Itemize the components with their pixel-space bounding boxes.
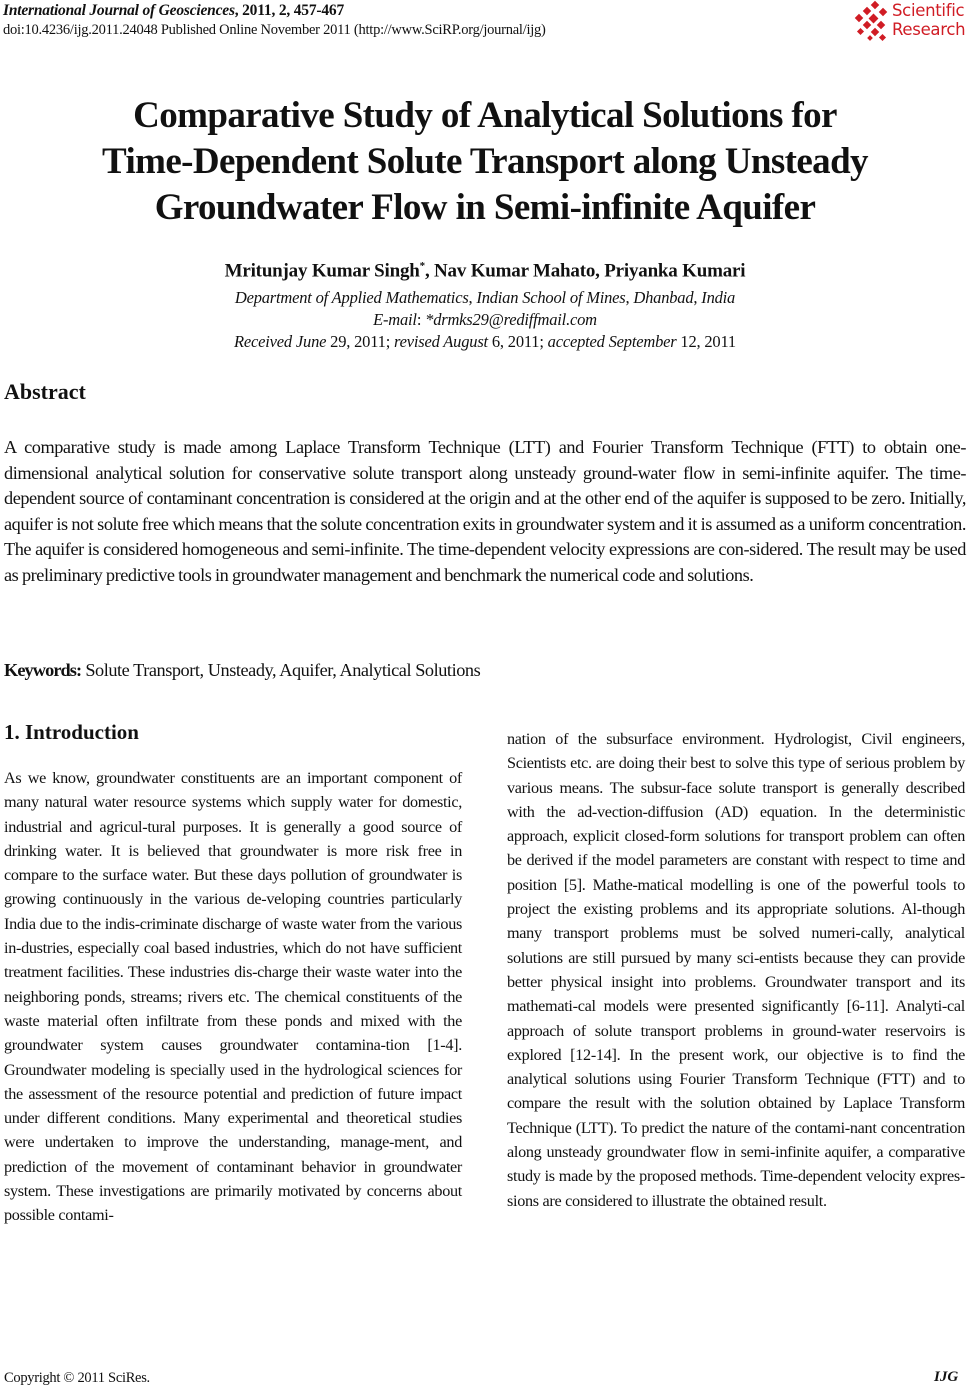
affiliation: Department of Applied Mathematics, Indian School of Mines, Dhanbad, India: [234, 288, 736, 307]
email-link[interactable]: *drmks29@rediffmail.com: [425, 310, 597, 329]
section-heading-introduction: 1. Introduction: [4, 720, 139, 744]
keywords-value: Solute Transport, Unsteady, Aquifer, Analytical Solutions: [81, 660, 481, 680]
paper-title: [0, 93, 970, 231]
corresponding-author-mark: *: [419, 260, 425, 272]
publisher-logo: [850, 0, 970, 44]
keywords-line: [4, 660, 480, 681]
abstract-text: A comparative study is made among Laplace Transform Technique (LTT) and Fourier Transform Technique (FTT) to obtain one-dimensional analytical solution for conservative solute transport along unsteady ground-water flow in semi-infinite aquifer. The time-dependent source of contaminant concentration is considered at the origin and at the other end of the aquifer is supposed to be zero. Initially, aquifer is not solute free which means that the solute concentration exits in groundwater system and it is assumed as a uniform concentration. The aquifer is considered homogeneous and semi-infinite. The time-dependent velocity expressions are con-sidered. The result may be used as preliminary predictive tools in groundwater management and benchmark the numerical code and solutions.: [4, 437, 966, 585]
title-line: Groundwater Flow in Semi-infinite Aquifer: [154, 187, 816, 228]
dates-line: Received June 29, 2011; revised August 6, 2011; accepted September 12, 2011: [234, 332, 736, 351]
paragraph: As we know, groundwater constituents are an important component of many natural water resource systems which supply water for domestic, industrial and agricul-tural purposes. It is generally a good source of drinking water. It is believed that groundwater is more risk free in compare to the surface water. But these days pollution of groundwater is growing continuously in the various de-veloping countries particularly India due to the indis-criminate discharge of waste water from the various in-dustries, especially coal based industries, which do not have sufficient treatment facilities. These industries dis-charge their waste water into the neighboring ponds, streams; rivers etc. The chemical constituents of the waste material often infiltrate from these ponds and mixed with the groundwater system causes groundwater contamina-tion [1-4]. Groundwater modeling is specially used in the hydrological sciences for the assessment of the resource potential and prediction of future impact under different conditions. Many experimental and theoretical studies were undertaken to improve the understanding, manage-ment, and prediction of the movement of contaminant behavior in groundwater system. These investigations are primarily motivated by concerns about possible contami-: [4, 769, 462, 1225]
title-line: Time-Dependent Solute Transport along Unsteady: [102, 141, 868, 182]
title-line: Comparative Study of Analytical Solutions for: [133, 95, 837, 136]
body-column-right: [507, 727, 965, 1213]
affiliation-block: [0, 287, 970, 353]
paragraph: nation of the subsurface environment. Hydrologist, Civil engineers, Scientists etc. are doing their best to solve this type of serious problem by various means. The subsur-face solute transport is generally described with the ad-vection-diffusion (AD) equation. In the deterministic approach, explicit closed-form solutions for transport problem can often be derived if the model parameters are constant with respect to time and position [5]. Mathe-matical modelling is one of the powerful tools to project the existing problems and its appropriate solutions. Al-though many transport problems must be solved numeri-cally, analytical solutions are still pursued by many sci-entists because they can provide better physical insight into problems. Groundwater transport and its mathemati-cal models were presented significantly [6-11]. Analyti-cal approach of solute transport problems in ground-water reservoirs is explored [12-14]. In the present work, our objective is to find the analytical solutions using Fourier Transform Technique (FTT) and to compare the result with the solution obtained by Laplace Transform Technique (LTT). To predict the nature of the contami-nant concentration along unsteady groundwater flow in semi-infinite aquifer, a comparative study is made by the proposed methods. Time-dependent velocity expres-sions are considered to illustrate the obtained result.: [507, 730, 965, 1210]
doi-line: doi:10.4236/ijg.2011.24048 Published Online November 2011 (http://www.SciRP.org/journal/ijg): [3, 22, 546, 38]
publisher-logo-text: Scientific Research: [892, 1, 966, 39]
copyright-notice: Copyright © 2011 SciRes.: [4, 1370, 150, 1386]
author-list: [0, 260, 970, 282]
abstract-heading: Abstract: [4, 379, 86, 404]
journal-abbreviation: IJG: [934, 1369, 959, 1385]
keywords-label: Keywords:: [4, 660, 82, 680]
journal-name: International Journal of Geosciences: [3, 2, 235, 19]
journal-citation: , 2011, 2, 457-467: [234, 2, 344, 19]
diamond-cluster-icon: [850, 0, 892, 44]
journal-header: [3, 2, 344, 20]
author-name: , Nav Kumar Mahato, Priyanka Kumari: [424, 260, 746, 282]
body-column-left: [4, 743, 462, 1228]
author-name: Mritunjay Kumar Singh: [224, 260, 420, 282]
email-line: E-mail: *drmks29@rediffmail.com: [373, 310, 597, 329]
